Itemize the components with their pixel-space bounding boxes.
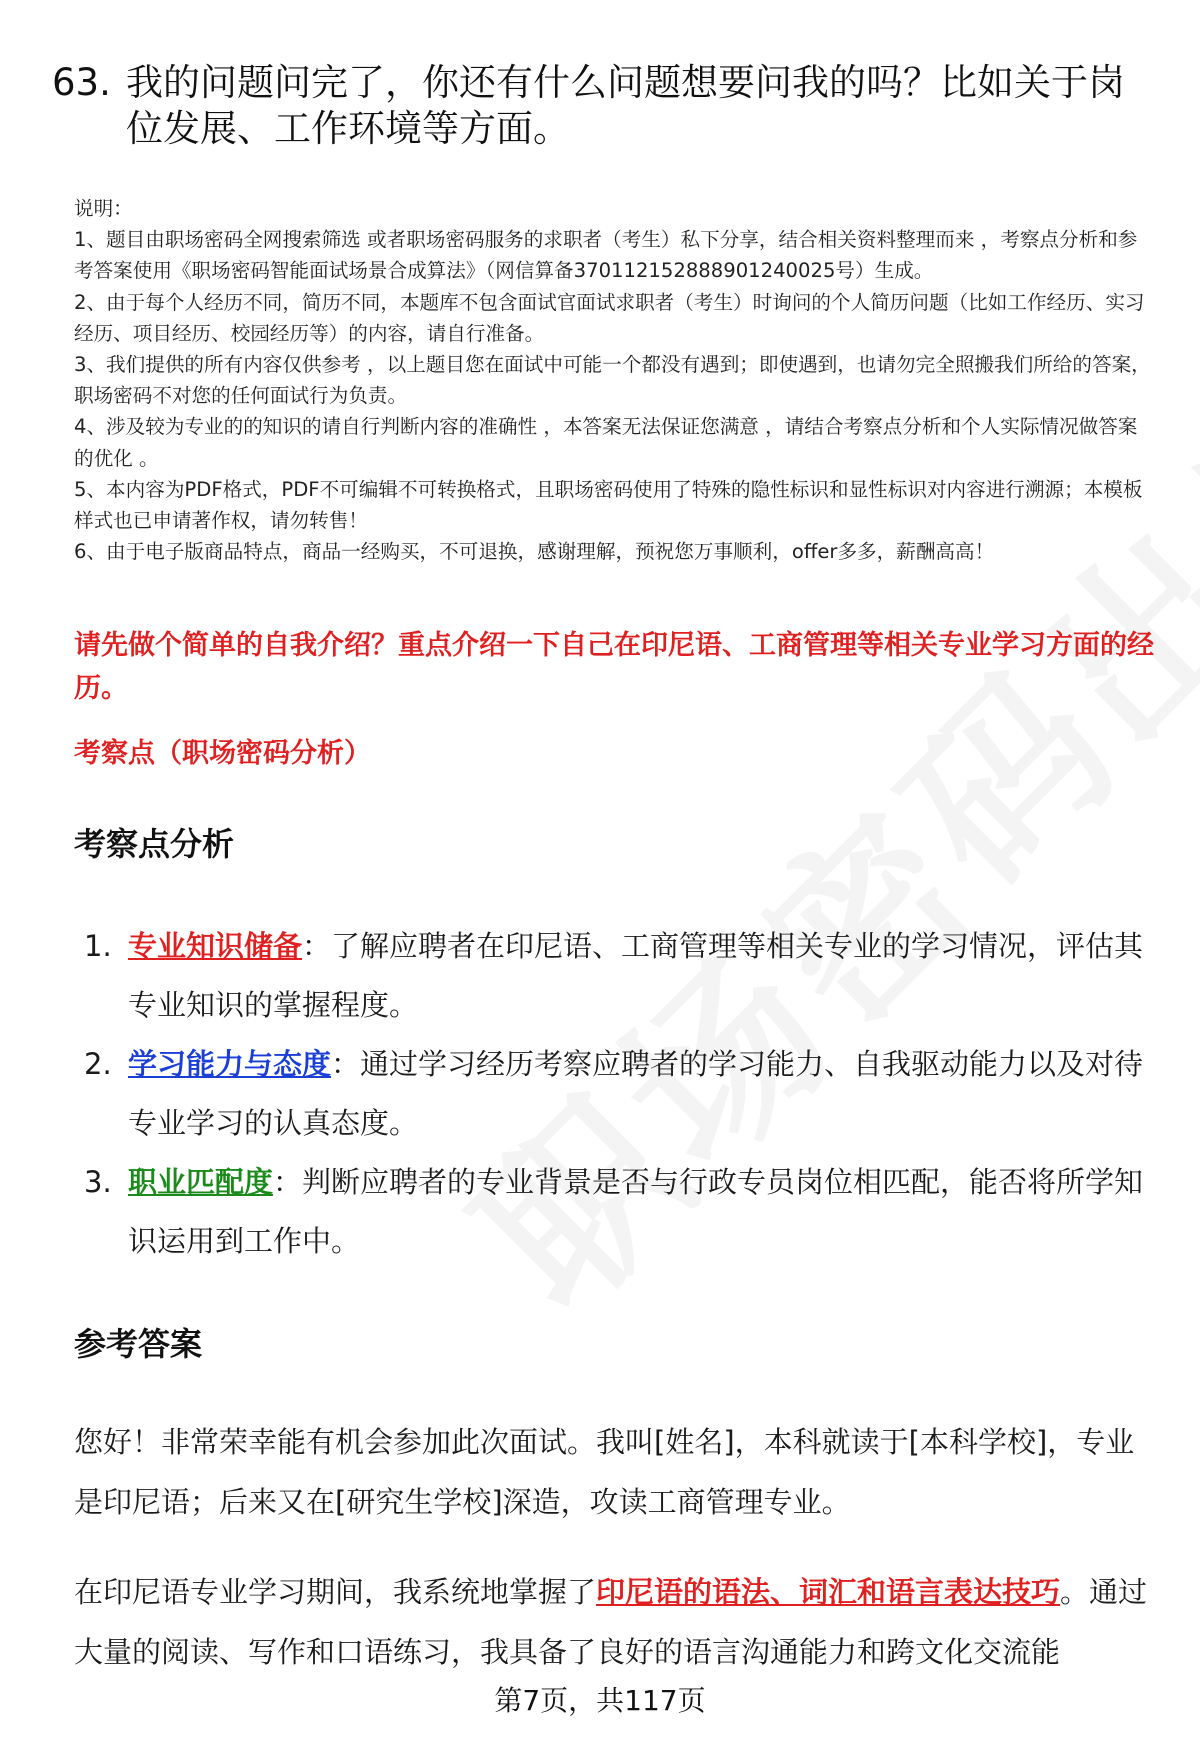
analysis-keyword: 学习能力与态度 [128,1047,332,1081]
answer-text: 在印尼语专业学习期间，我系统地掌握了 [74,1575,597,1609]
question-text: 我的问题问完了，你还有什么问题想要问我的吗？比如关于岗位发展、工作环境等方面。 [126,61,1125,150]
answer-text: 。通过大量的阅读、写作和口语练习，我具备了良好的语言沟通能力和跨文化交流能 [74,1575,1148,1669]
analysis-sep: ： [273,1165,303,1199]
note-line: 6、由于电子版商品特点，商品一经购买，不可退换，感谢理解，预祝您万事顺利，offer多多，薪酬高高！ [74,540,995,564]
analysis-item [74,1153,1154,1271]
answer-paragraph [74,1562,1154,1682]
note-line: 说明： [74,197,133,220]
note-line: 2、由于每个人经历不同，简历不同，本题库不包含面试官面试求职者（考生）时询问的个人简历问题（比如工作经历、实习经历、项目经历、校园经历等）的内容，请自行准备。 [74,290,1145,345]
question-number: 63. [52,61,111,104]
disclaimer-notes [74,193,1154,567]
note-line: 5、本内容为PDF格式，PDF不可编辑不可转换格式，且职场密码使用了特殊的隐性标识和显性标识对内容进行溯源；本模板样式也已申请著作权，请勿转售！ [74,477,1143,533]
analysis-index: 1. [84,929,112,963]
answer-highlight: 印尼语的语法、词汇和语言表达技巧 [596,1575,1061,1609]
analysis-text: 判断应聘者的专业背景是否与行政专员岗位相匹配，能否将所学知识运用到工作中。 [128,1165,1144,1258]
analysis-keyword: 职业匹配度 [128,1165,274,1199]
note-line: 4、涉及较为专业的的知识的请自行判断内容的准确性 ，本答案无法保证您满意 ，请结合考察点分析和个人实际情况做答案的优化 。 [74,415,1138,470]
note-line: 1、题目由职场密码全网搜索筛选 或者职场密码服务的求职者（考生）私下分享，结合相关资料整理而来 ，考察点分析和参考答案使用《职场密码智能面试场景合成算法》（网信算备370112152888901240025号）生成。 [74,228,1138,283]
analysis-item [74,1035,1154,1153]
analysis-sep: ： [302,929,332,963]
analysis-index: 3. [84,1165,112,1199]
analysis-index: 2. [84,1047,112,1081]
analysis-text: 了解应聘者在印尼语、工商管理等相关专业的学习情况，评估其专业知识的掌握程度。 [128,929,1144,1022]
analysis-heading: 考察点分析 [74,825,235,863]
page-footer: 第7页，共117页 [494,1684,706,1717]
question-title [52,60,1152,152]
note-line: 3、我们提供的所有内容仅供参考 ，以上题目您在面试中可能一个都没有遇到；即使遇到，也请勿完全照搬我们所给的答案，职场密码不对您的任何面试行为负责。 [74,353,1151,408]
answer-heading: 参考答案 [74,1325,203,1363]
answer-paragraph: 您好！非常荣幸能有机会参加此次面试。我叫[姓名]，本科就读于[本科学校]，专业是印尼语；后来又在[研究生学校]深造，攻读工商管理专业。 [74,1425,1135,1519]
focus-label: 考察点（职场密码分析） [74,738,371,769]
interview-question: 请先做个简单的自我介绍？重点介绍一下自己在印尼语、工商管理等相关专业学习方面的经历。 [74,630,1154,704]
analysis-keyword: 专业知识储备 [128,929,303,963]
analysis-sep: ： [331,1047,361,1081]
analysis-item [74,917,1154,1035]
analysis-text: 通过学习经历考察应聘者的学习能力、自我驱动能力以及对待专业学习的认真态度。 [128,1047,1144,1140]
analysis-list [74,917,1154,1271]
